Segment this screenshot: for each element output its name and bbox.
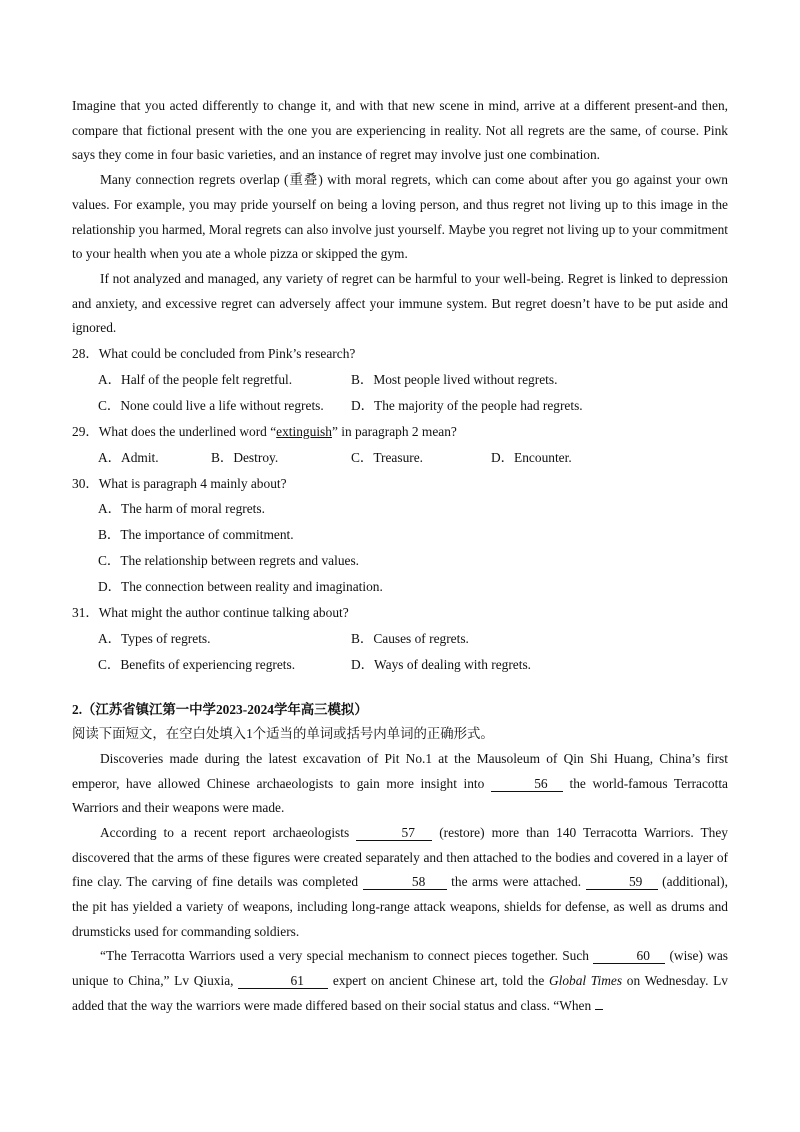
question-29 bbox=[72, 419, 728, 471]
question-31-option-b: B．Causes of regrets. bbox=[351, 631, 469, 646]
question-28-stem: 28．What could be concluded from Pink’s research? bbox=[72, 346, 356, 362]
blank-58[interactable]: 58 bbox=[363, 874, 447, 890]
question-29-option-c: C．Treasure. bbox=[351, 449, 424, 465]
cloze-text: the arms were attached. bbox=[446, 874, 586, 890]
question-28-option-d: D．The majority of the people had regrets. bbox=[351, 397, 583, 413]
paragraph-moral-regrets: Many connection regrets overlap (重叠) with moral regrets, which can come about after you go against your own values. For example, you may pride yourself on being a loving person, and thus regret not living up to this image in the relationship you harmed, Moral regrets can also involve just yourself. Maybe you regret not living up to your commitment to your health when you ate a whole pizza or skipped the gym. bbox=[72, 172, 728, 262]
cloze-text: (restore) more than 140 Terracotta Warriors. They discovered that the arms of these figures were created separately and then attached to the bodies and covered in a layer of fine clay. The carving of fine details was completed bbox=[72, 824, 728, 890]
question-31 bbox=[72, 600, 728, 678]
cloze-paragraph-2 bbox=[72, 821, 728, 945]
publication-name: Global Times bbox=[548, 973, 623, 989]
question-31-options-row-1 bbox=[72, 626, 728, 652]
blank-61[interactable]: 61 bbox=[238, 973, 328, 989]
question-28-option-a: A．Half of the people felt regretful. bbox=[98, 371, 293, 387]
question-30 bbox=[72, 471, 728, 601]
question-30-option-b: B．The importance of commitment. bbox=[98, 527, 294, 543]
question-28-option-b: B．Most people lived without regrets. bbox=[351, 371, 558, 387]
section-2-instruction: 阅读下面短文，在空白处填入1个适当的单词或括号内单词的正确形式。 bbox=[72, 726, 494, 742]
cloze-text: “The Terracotta Warriors used a very special mechanism to connect pieces together. Such bbox=[100, 948, 594, 964]
cloze-paragraph-3 bbox=[72, 944, 728, 1018]
question-31-option-d: D．Ways of dealing with regrets. bbox=[351, 656, 532, 672]
blank-62-start[interactable] bbox=[595, 1009, 603, 1010]
question-31-option-a: A．Types of regrets. bbox=[98, 631, 211, 646]
question-28-option-c: C．None could live a life without regrets. bbox=[98, 397, 324, 413]
question-30-stem: 30．What is paragraph 4 mainly about? bbox=[72, 475, 287, 491]
underlined-word: extinguish bbox=[276, 423, 332, 439]
cloze-text: expert on ancient Chinese art, told the bbox=[328, 973, 549, 989]
question-30-option-d: D．The connection between reality and imagination. bbox=[98, 579, 383, 595]
cloze-text: on Wednesday. Lv added that the way the warriors were made differed based on their social status and class. “When bbox=[72, 973, 729, 1013]
cloze-text: (wise) was unique to China,” Lv Qiuxia, bbox=[72, 948, 728, 989]
question-31-options-row-2 bbox=[72, 652, 728, 678]
question-30-option-a: A．The harm of moral regrets. bbox=[98, 501, 265, 517]
question-29-option-a: A．Admit. bbox=[98, 449, 159, 465]
paragraph-regret-varieties: Imagine that you acted differently to change it, and with that new scene in mind, arrive at a different present-and then, compare that fictional present with the one you are experiencing in reality. Not all regrets are the same, of course. Pink says they come in four basic varieties, and an instance of regret may involve just one combination. bbox=[72, 98, 728, 163]
question-29-stem-prefix: 29．What does the underlined word “ bbox=[72, 423, 277, 439]
section-2-heading: 2.（江苏省镇江第一中学2023-2024学年高三模拟） bbox=[72, 701, 368, 717]
question-29-stem bbox=[72, 419, 728, 445]
question-31-stem: 31．What might the author continue talking about? bbox=[72, 605, 349, 621]
cloze-text: Discoveries made during the latest excavation of Pit No.1 at the Mausoleum of Qin Shi Huang, China’s first emperor, have allowed Chinese archaeologists to gain more insight into bbox=[72, 750, 728, 791]
blank-57[interactable]: 57 bbox=[356, 825, 432, 841]
question-28-options-row-2 bbox=[72, 393, 728, 419]
blank-56[interactable]: 56 bbox=[491, 776, 563, 792]
question-29-options-row bbox=[72, 445, 728, 471]
blank-60[interactable]: 60 bbox=[593, 948, 665, 964]
cloze-text: According to a recent report archaeologists bbox=[100, 824, 357, 840]
question-29-option-d: D．Encounter. bbox=[491, 449, 572, 465]
question-30-option-c: C．The relationship between regrets and values. bbox=[98, 553, 360, 569]
cloze-paragraph-1 bbox=[72, 747, 728, 821]
blank-59[interactable]: 59 bbox=[586, 874, 658, 890]
cloze-text: the world-famous Terracotta Warriors and their weapons were made. bbox=[72, 775, 728, 816]
paragraph-regret-harm: If not analyzed and managed, any variety of regret can be harmful to your well-being. Regret is linked to depression and anxiety, and excessive regret can adversely affect your immune system. But regret doesn’t have to be put aside and ignored. bbox=[72, 270, 728, 336]
exam-page bbox=[72, 94, 728, 1019]
question-28-options-row-1 bbox=[72, 367, 728, 393]
question-31-option-c: C．Benefits of experiencing regrets. bbox=[98, 656, 296, 672]
question-29-stem-suffix: ” in paragraph 2 mean? bbox=[331, 423, 457, 439]
question-29-option-b: B．Destroy. bbox=[211, 449, 279, 465]
cloze-text: (additional), the pit has yielded a variety of weapons, including long-range attack weapons, shields for defense, as well as drums and drumsticks used for commanding soldiers. bbox=[72, 874, 728, 939]
question-28 bbox=[72, 341, 728, 419]
